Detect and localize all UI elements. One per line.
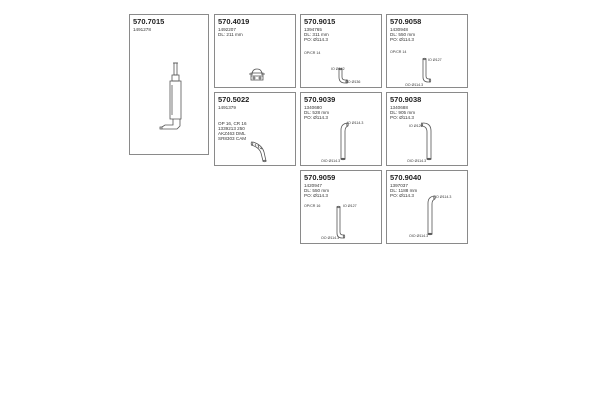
part-card-570-4019[interactable]: [214, 14, 296, 88]
bend-label: OP/CR 14: [304, 51, 321, 55]
bend-label: OP/CR 16: [304, 204, 321, 208]
part-length: DL: 1188 mm: [390, 188, 418, 193]
bent-pipe-icon: [387, 15, 469, 89]
part-length: DL: 211 mm: [218, 32, 243, 37]
part-card-570-9059[interactable]: [300, 170, 382, 244]
outlet-label: OIO Ø114.3: [409, 234, 429, 238]
outlet-label: OIO Ø114.3: [407, 159, 427, 163]
part-number: 570.4019: [218, 17, 250, 26]
muffler-with-tail-pipe-icon: [130, 15, 210, 156]
part-diameter: PO: Ø114.3: [390, 37, 414, 42]
part-number: 570.9059: [304, 173, 336, 182]
part-reference: 1340680: [304, 105, 322, 110]
part-card-570-9039[interactable]: [300, 92, 382, 166]
note-line: AKZ463 DML: [218, 131, 246, 136]
inlet-label: IO Ø142: [331, 67, 345, 71]
outlet-label: OIO Ø114.3: [321, 159, 341, 163]
part-reference: 1491278: [133, 27, 151, 32]
vertical-stack-pipe-icon: [387, 93, 469, 167]
note-line: 1339213 250: [218, 126, 245, 131]
part-reference: 1397037: [390, 183, 408, 188]
part-number: 570.9058: [390, 17, 422, 26]
part-number: 570.9015: [304, 17, 336, 26]
part-card-570-9058[interactable]: [386, 14, 468, 88]
inlet-label: IO Ø114.3: [347, 121, 364, 125]
part-length: DL: 905 mm: [390, 110, 416, 115]
note-line: SR8303 CAM: [218, 136, 247, 141]
part-length: DL: 528 mm: [304, 110, 330, 115]
part-reference: 1430948: [390, 27, 408, 32]
part-length: DL: 550 mm: [304, 188, 330, 193]
part-reference: 1420947: [304, 183, 322, 188]
exhaust-clamp-icon: [215, 15, 297, 89]
part-length: DL: 550 mm: [390, 32, 416, 37]
part-card-570-9038[interactable]: [386, 92, 468, 166]
part-number: 570.9038: [390, 95, 422, 104]
outlet-label: OO Ø114.3: [405, 83, 424, 87]
flex-pipe-icon: [215, 93, 297, 167]
part-number: 570.9040: [390, 173, 422, 182]
part-diameter: PO: Ø114.3: [390, 193, 414, 198]
part-card-570-9015[interactable]: [300, 14, 382, 88]
part-card-570-5022[interactable]: [214, 92, 296, 166]
part-number: 570.7015: [133, 17, 165, 26]
part-diameter: PO: Ø114.3: [390, 115, 414, 120]
short-bent-pipe-icon: [301, 15, 383, 89]
inlet-label: IO Ø127: [428, 58, 442, 62]
part-number: 570.9039: [304, 95, 336, 104]
part-reference: 1394765: [304, 27, 322, 32]
part-reference: 1491379: [218, 105, 236, 110]
part-reference: 1340688: [390, 105, 408, 110]
inlet-label: IO Ø127: [343, 204, 357, 208]
note-line: OP 16, CR 16: [218, 121, 247, 126]
part-diameter: PO: Ø114.3: [304, 193, 328, 198]
long-stack-pipe-icon: [387, 171, 469, 245]
inlet-label: IO Ø114.3: [435, 195, 452, 199]
part-card-570-9040[interactable]: [386, 170, 468, 244]
bend-label: OP/CR 14: [390, 50, 407, 54]
part-diameter: PO: Ø114.3: [304, 37, 328, 42]
inlet-label: IO Ø120: [409, 124, 423, 128]
part-diameter: PO: Ø114.3: [304, 115, 328, 120]
outlet-label: OO Ø114.3: [321, 236, 340, 240]
bent-pipe-icon: [301, 171, 383, 245]
part-number: 570.5022: [218, 95, 250, 104]
part-card-570-7015[interactable]: [129, 14, 209, 155]
vertical-stack-pipe-icon: [301, 93, 383, 167]
part-length: DL: 311 mm: [304, 32, 329, 37]
outlet-label: OO Ø136: [345, 80, 361, 84]
part-reference: 1492207: [218, 27, 236, 32]
